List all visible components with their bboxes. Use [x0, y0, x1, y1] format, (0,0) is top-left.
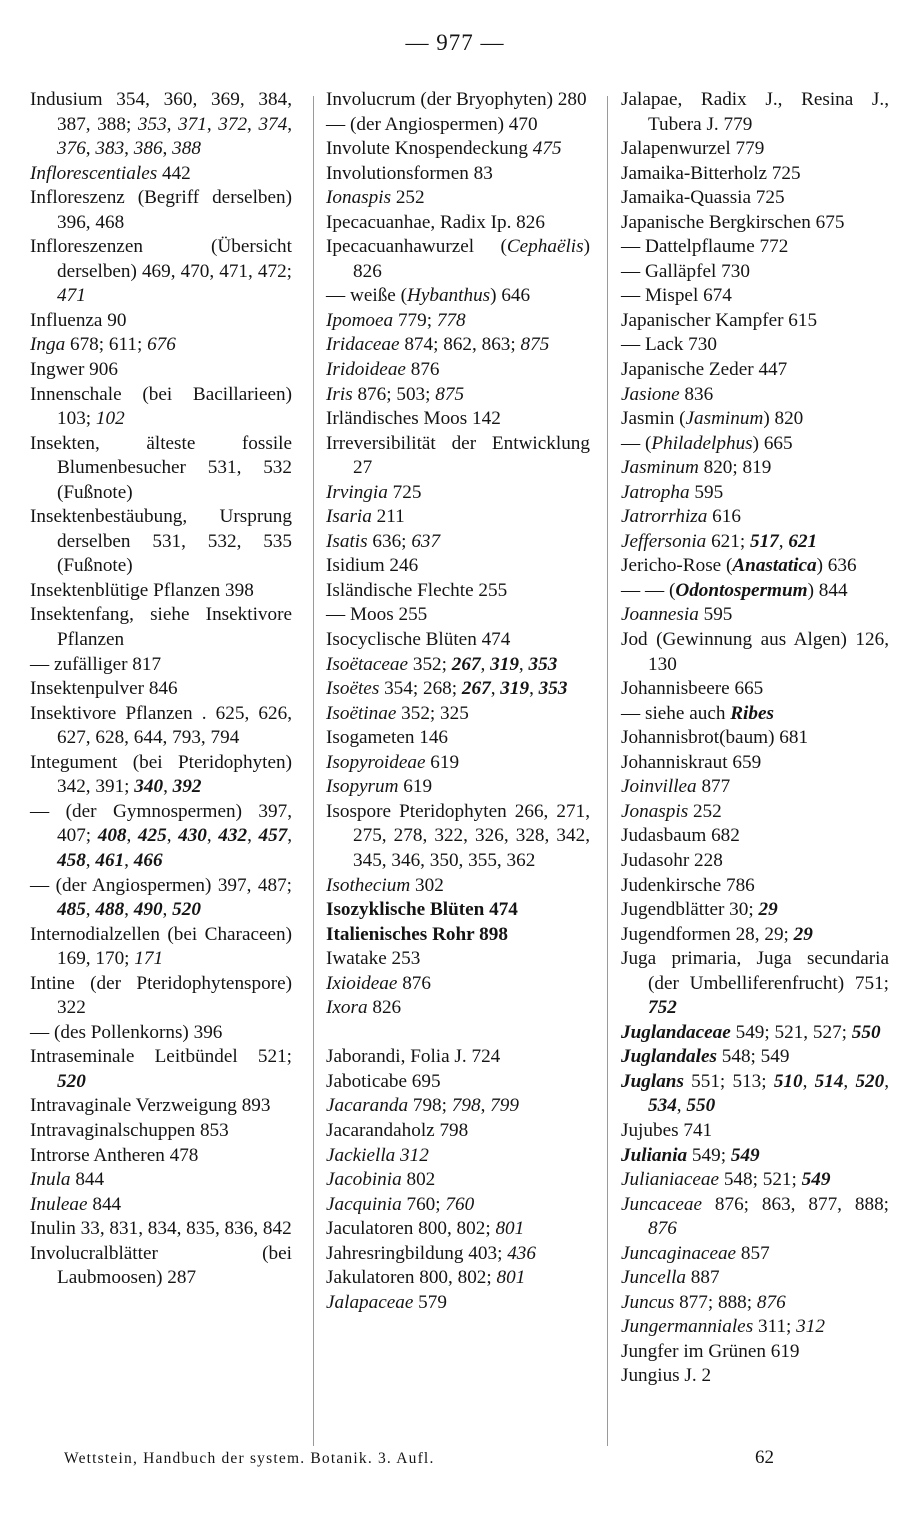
index-entry: Japanische Zeder 447	[621, 359, 788, 381]
index-entry: Joinvillea 877	[621, 776, 731, 798]
index-entry: Ixora 826	[326, 997, 402, 1019]
index-entry: Judasohr 228	[621, 849, 723, 871]
index-entry: Isozyklische Blüten 474	[326, 899, 518, 921]
index-entry: Inuleae 844	[30, 1193, 122, 1215]
footer-signature-mark: 62	[755, 1447, 774, 1468]
index-entry: Juglans 551; 513; 510, 514, 520, 534, 550	[621, 1070, 890, 1117]
index-entry: Infloreszenzen (Übersicht derselben) 469, 470, 471, 472; 471	[30, 236, 292, 307]
index-entry: — Galläpfel 730	[621, 260, 750, 282]
index-entry: Isländische Flechte 255	[326, 579, 508, 601]
index-entry: Isogameten 146	[326, 727, 449, 749]
index-entry: Insektenblütige Pflanzen 398	[30, 579, 254, 601]
index-entry: Ingwer 906	[30, 359, 118, 381]
index-entry: Jasminum 820; 819	[621, 457, 772, 479]
index-entry: Involute Knospendeckung 475	[326, 138, 562, 160]
column-divider	[313, 96, 314, 1446]
index-entry: Jalapaceae 579	[326, 1291, 447, 1313]
index-entry: Isoëtes 354; 268; 267, 319, 353	[326, 678, 568, 700]
index-entry: Italienisches Rohr 898	[326, 923, 508, 945]
index-column-1	[30, 88, 292, 1291]
index-entry: Jatropha 595	[621, 481, 724, 503]
index-entry: Integument (bei Pteridophyten) 342, 391; 340, 392	[30, 751, 292, 798]
index-entry: Judasbaum 682	[621, 825, 740, 847]
index-entry: Isopyroideae 619	[326, 751, 460, 773]
index-entry: Irreversibilität der Entwicklung 27	[326, 432, 590, 479]
index-entry: Judenkirsche 786	[621, 874, 755, 896]
index-entry: — (des Pollenkorns) 396	[30, 1021, 223, 1043]
index-entry: — Lack 730	[621, 334, 717, 356]
index-entry: Iridaceae 874; 862, 863; 875	[326, 334, 550, 356]
index-column-3	[621, 88, 889, 1389]
index-entry: Jaculatoren 800, 802; 801	[326, 1218, 525, 1240]
index-entry: Jacarandaholz 798	[326, 1119, 469, 1141]
index-entry: Jaborandi, Folia J. 724	[326, 1046, 501, 1068]
column-divider	[607, 96, 608, 1446]
index-entry: — (der Angiospermen) 470	[326, 113, 538, 135]
index-entry: Jackiella 312	[326, 1144, 429, 1166]
index-entry: Jacobinia 802	[326, 1169, 436, 1191]
index-entry: Ixioideae 876	[326, 972, 431, 994]
index-entry: Inga 678; 611; 676	[30, 334, 176, 356]
index-entry: — (der Angiospermen) 397, 487; 485, 488, 490, 520	[30, 874, 292, 921]
index-entry: Ipomoea 779; 778	[326, 309, 466, 331]
index-entry: Jungius J. 2	[621, 1365, 712, 1387]
index-entry: Iris 876; 503; 875	[326, 383, 465, 405]
index-entry: — zufälliger 817	[30, 653, 162, 675]
page-number: — 977 —	[405, 30, 505, 55]
index-entry: Jod (Gewinnung aus Algen) 126, 130	[621, 629, 889, 675]
index-entry: Isoëtinae 352; 325	[326, 702, 469, 724]
index-entry: Iwatake 253	[326, 948, 421, 970]
index-entry: Jugendformen 28, 29; 29	[621, 923, 813, 945]
index-entry: — Moos 255	[326, 604, 428, 626]
index-entry: Jacaranda 798; 798, 799	[326, 1095, 519, 1117]
index-entry: — (der Gymnospermen) 397, 407; 408, 425, 430, 432, 457, 458, 461, 466	[30, 800, 293, 871]
index-entry: Jonaspis 252	[621, 800, 722, 822]
index-entry: Jugendblätter 30; 29	[621, 899, 778, 921]
index-entry: Intravaginalschuppen 853	[30, 1119, 229, 1141]
index-entry: Irländisches Moos 142	[326, 408, 501, 430]
index-entry: Inflorescentiales 442	[30, 162, 191, 184]
index-entry: Indusium 354, 360, 369, 384, 387, 388; 353, 371, 372, 374, 376, 383, 386, 388	[30, 89, 293, 160]
index-column-2	[326, 88, 590, 1315]
index-entry: Jalapenwurzel 779	[621, 138, 765, 160]
index-entry: Jalapae, Radix J., Resina J., Tubera J. 779	[621, 89, 889, 135]
index-entry: Jungermanniales 311; 312	[621, 1316, 825, 1338]
index-entry: Jericho-Rose (Anastatica) 636	[621, 555, 857, 577]
index-entry: — Dattelpflaume 772	[621, 236, 789, 258]
index-entry: Involutionsformen 83	[326, 162, 493, 184]
index-entry: Infloreszenz (Begriff derselben) 396, 468	[30, 187, 292, 233]
index-entry: Isothecium 302	[326, 874, 444, 896]
index-entry: Inula 844	[30, 1169, 105, 1191]
index-entry: Joannesia 595	[621, 604, 733, 626]
index-entry: Juglandales 548; 549	[621, 1046, 790, 1068]
index-entry: Juga primaria, Juga secundaria (der Umbelliferenfrucht) 751; 752	[621, 948, 889, 1019]
index-entry: Jeffersonia 621; 517, 621	[621, 530, 818, 552]
index-entry: Juncus 877; 888; 876	[621, 1291, 786, 1313]
index-entry: Johannisbrot(baum) 681	[621, 727, 809, 749]
index-entry: Isidium 246	[326, 555, 419, 577]
index-entry: Japanischer Kampfer 615	[621, 309, 818, 331]
index-entry: Isaria 211	[326, 506, 405, 528]
index-entry: Jujubes 741	[621, 1119, 713, 1141]
index-entry: Intine (der Pteridophytenspore) 322	[30, 972, 292, 1019]
index-entry: Insektenpulver 846	[30, 678, 178, 700]
index-entry: Juncaginaceae 857	[621, 1242, 770, 1264]
index-entry: Inulin 33, 831, 834, 835, 836, 842	[30, 1218, 292, 1240]
index-entry: Irvingia 725	[326, 481, 422, 503]
index-entry: Jaboticabe 695	[326, 1070, 441, 1092]
index-entry: Insektenbestäubung, Ursprung derselben 531, 532, 535 (Fußnote)	[30, 506, 292, 577]
index-entry: Jungfer im Grünen 619	[621, 1340, 800, 1362]
index-entry: Johanniskraut 659	[621, 751, 762, 773]
index-entry: Japanische Bergkirschen 675	[621, 211, 845, 233]
index-entry: Jatrorrhiza 616	[621, 506, 741, 528]
index-entry: Insekten, älteste fossile Blumenbesucher 531, 532 (Fußnote)	[30, 432, 292, 503]
index-entry: Isopyrum 619	[326, 776, 433, 798]
index-entry: Isocyclische Blüten 474	[326, 629, 511, 651]
footer-citation: Wettstein, Handbuch der system. Botanik. 3. Aufl.	[64, 1450, 435, 1467]
index-entry: Isoëtaceae 352; 267, 319, 353	[326, 653, 558, 675]
index-entry: Julianiaceae 548; 521; 549	[621, 1169, 831, 1191]
index-entry: Isospore Pteridophyten 266, 271, 275, 278, 322, 326, 328, 342, 345, 346, 350, 355, 362	[326, 800, 590, 871]
index-entry: Jakulatoren 800, 802; 801	[326, 1267, 526, 1289]
index-entry: Involucrum (der Bryophyten) 280	[326, 89, 587, 110]
index-entry: Iridoideae 876	[326, 359, 440, 381]
index-entry: Juncaceae 876; 863, 877, 888; 876	[621, 1193, 889, 1240]
index-entry: Ionaspis 252	[326, 187, 425, 209]
index-entry: Introrse Antheren 478	[30, 1144, 199, 1166]
index-entry: Insektenfang, siehe Insektivore Pflanzen	[30, 604, 292, 651]
index-entry: — siehe auch Ribes	[621, 702, 774, 724]
index-entry: Jamaika-Quassia 725	[621, 187, 785, 209]
index-entry: Influenza 90	[30, 309, 127, 331]
index-entry: Isatis 636; 637	[326, 530, 441, 552]
index-entry: Jasione 836	[621, 383, 714, 405]
index-entry: Juncella 887	[621, 1267, 720, 1289]
index-entry: Intravaginale Verzweigung 893	[30, 1095, 271, 1117]
index-entry: — Mispel 674	[621, 285, 732, 307]
index-entry: — weiße (Hybanthus) 646	[326, 285, 531, 307]
index-entry: — — (Odontospermum) 844	[621, 579, 848, 601]
index-entry: Jamaika-Bitterholz 725	[621, 162, 801, 184]
index-entry: Intraseminale Leitbündel 521; 520	[30, 1046, 292, 1092]
index-entry: Jasmin (Jasminum) 820	[621, 408, 804, 430]
index-entry: Johannisbeere 665	[621, 678, 764, 700]
index-entry: — (Philadelphus) 665	[621, 432, 793, 454]
index-entry: Internodialzellen (bei Characeen) 169, 170; 171	[30, 923, 292, 970]
index-entry: Juglandaceae 549; 521, 527; 550	[621, 1021, 881, 1043]
index-entry: Jahresringbildung 403; 436	[326, 1242, 536, 1264]
index-entry: Jacquinia 760; 760	[326, 1193, 475, 1215]
index-entry: Juliania 549; 549	[621, 1144, 760, 1166]
index-entry: Innenschale (bei Bacillarieen) 103; 102	[30, 383, 292, 430]
index-entry: Ipecacuanhawurzel (Cephaëlis) 826	[326, 236, 590, 282]
index-entry: Ipecacuanhae, Radix Ip. 826	[326, 211, 545, 233]
index-entry: Involucralblätter (bei Laubmoosen) 287	[30, 1242, 292, 1289]
index-entry: Insektivore Pflanzen . 625, 626, 627, 628, 644, 793, 794	[30, 702, 292, 749]
